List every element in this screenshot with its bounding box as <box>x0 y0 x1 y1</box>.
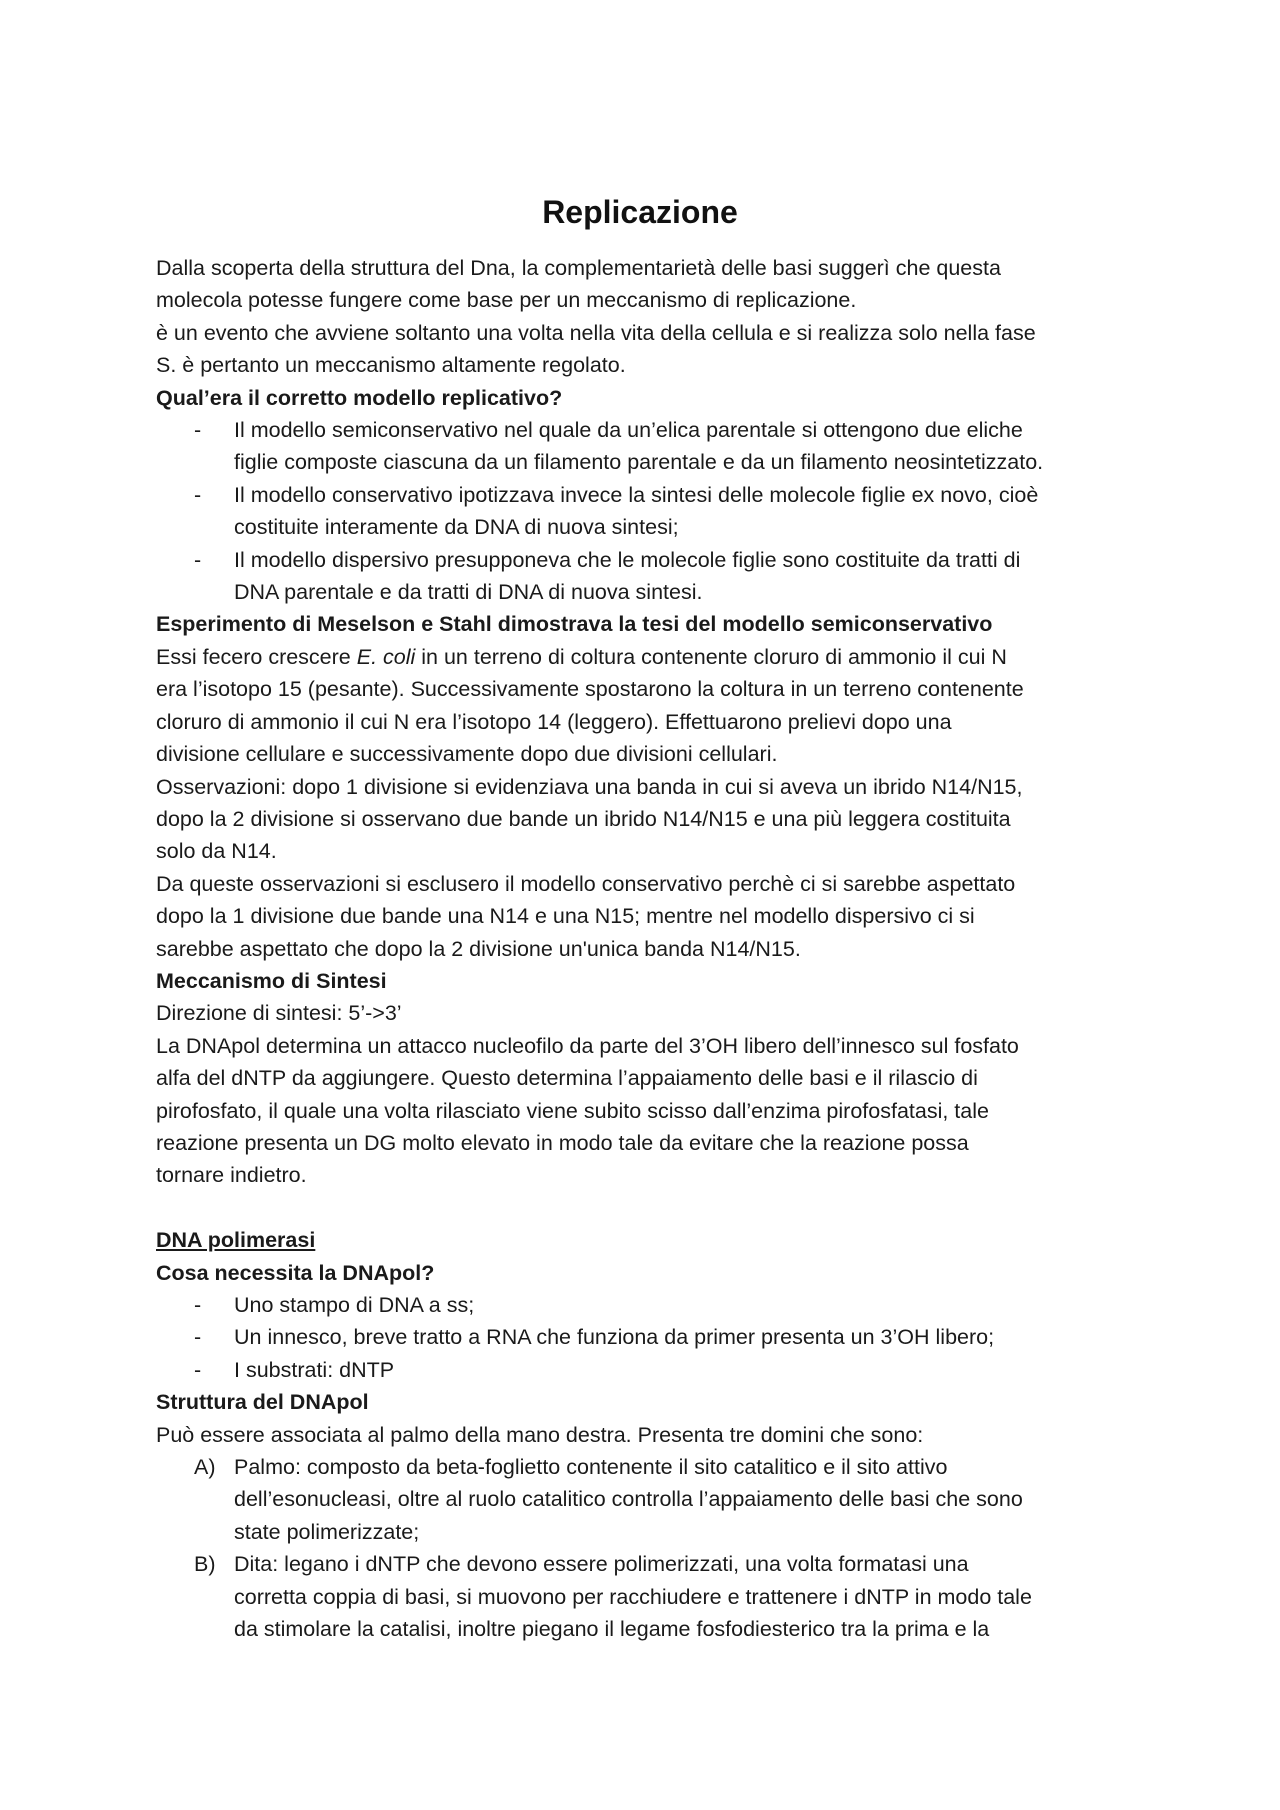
bullet-marker: - <box>194 418 202 443</box>
document-body <box>156 252 1146 1645</box>
list-line: dell’esonucleasi, oltre al ruolo catalitico controlla l’appaiamento delle basi che sono <box>234 1487 1023 1512</box>
list-item <box>156 1289 1146 1321</box>
bullet-marker: - <box>194 1325 202 1350</box>
text-line: dopo la 1 divisione due bande una N14 e una N15; mentre nel modello dispersivo ci si <box>156 904 975 929</box>
bullet-marker: - <box>194 547 202 572</box>
experiment-paragraph <box>156 641 1146 965</box>
text-line: solo da N14. <box>156 839 277 864</box>
model-list <box>156 414 1146 608</box>
synthesis-paragraph <box>156 997 1146 1191</box>
list-item <box>156 1321 1146 1353</box>
subheading-structure: Struttura del DNApol <box>156 1390 369 1415</box>
list-line: Il modello conservativo ipotizzava invece la sintesi delle molecole figlie ex novo, cioè <box>234 482 1039 507</box>
text-line: alfa del dNTP da aggiungere. Questo determina l’appaiamento delle basi e il rilascio di <box>156 1066 978 1091</box>
italic-species-name: E. coli <box>356 644 416 669</box>
list-line: Dita: legano i dNTP che devono essere polimerizzati, una volta formatasi una <box>234 1552 969 1577</box>
text-line: Da queste osservazioni si esclusero il modello conservativo perchè ci si sarebbe aspettato <box>156 871 1016 896</box>
section-heading-polymerase: DNA polimerasi <box>156 1228 316 1253</box>
text-span: Essi fecero crescere <box>156 644 357 669</box>
text-line: Direzione di sintesi: 5’->3’ <box>156 1001 402 1026</box>
section-heading-experiment: Esperimento di Meselson e Stahl dimostrava la tesi del modello semiconservativo <box>156 612 993 637</box>
list-line: Uno stampo di DNA a ss; <box>234 1292 475 1317</box>
text-line: reazione presenta un DG molto elevato in modo tale da evitare che la reazione possa <box>156 1130 969 1155</box>
section-heading-synthesis: Meccanismo di Sintesi <box>156 968 387 993</box>
list-item <box>156 414 1146 479</box>
blank-line <box>156 1192 1146 1224</box>
text-span: in un terreno di coltura contenente cloruro di ammonio il cui N <box>415 644 1007 669</box>
list-line: costituite interamente da DNA di nuova sintesi; <box>234 515 679 540</box>
text-line: pirofosfato, il quale una volta rilasciato viene subito scisso dall’enzima pirofosfatasi, tale <box>156 1098 989 1123</box>
text-line: è un evento che avviene soltanto una volta nella vita della cellula e si realizza solo nella fase <box>156 320 1036 345</box>
text-line: era l’isotopo 15 (pesante). Successivamente spostarono la coltura in un terreno contenente <box>156 677 1024 702</box>
text-line: divisione cellulare e successivamente dopo due divisioni cellulari. <box>156 742 778 767</box>
list-item <box>156 479 1146 544</box>
list-line: da stimolare la catalisi, inoltre piegano il legame fosfodiesterico tra la prima e la <box>234 1617 990 1642</box>
text-line: tornare indietro. <box>156 1163 307 1188</box>
subheading-needs: Cosa necessita la DNApol? <box>156 1260 435 1285</box>
list-line: Il modello semiconservativo nel quale da un’elica parentale si ottengono due eliche <box>234 418 1023 443</box>
letter-marker: A) <box>194 1455 216 1480</box>
list-line: corretta coppia di basi, si muovono per racchiudere e trattenere i dNTP in modo tale <box>234 1584 1032 1609</box>
page-title: Replicazione <box>542 194 738 230</box>
needs-list <box>156 1289 1146 1386</box>
list-line: I substrati: dNTP <box>234 1357 395 1382</box>
list-item <box>156 1451 1146 1548</box>
text-line: dopo la 2 divisione si osservano due bande un ibrido N14/N15 e una più leggera costituita <box>156 806 1011 831</box>
list-line: Un innesco, breve tratto a RNA che funziona da primer presenta un 3’OH libero; <box>234 1325 995 1350</box>
bullet-marker: - <box>194 1292 202 1317</box>
domains-list <box>156 1451 1146 1645</box>
list-item <box>156 544 1146 609</box>
text-line: S. è pertanto un meccanismo altamente regolato. <box>156 353 626 378</box>
structure-intro: Può essere associata al palmo della mano destra. Presenta tre domini che sono: <box>156 1422 924 1447</box>
list-line: DNA parentale e da tratti di DNA di nuova sintesi. <box>234 580 703 605</box>
letter-marker: B) <box>194 1552 216 1577</box>
bullet-marker: - <box>194 482 202 507</box>
list-line: Il modello dispersivo presupponeva che le molecole figlie sono costituite da tratti di <box>234 547 1021 572</box>
list-item <box>156 1354 1146 1386</box>
bullet-marker: - <box>194 1357 202 1382</box>
text-line: molecola potesse fungere come base per un meccanismo di replicazione. <box>156 288 857 313</box>
text-line: La DNApol determina un attacco nucleofilo da parte del 3’OH libero dell’innesco sul fosfato <box>156 1033 1019 1058</box>
text-line: sarebbe aspettato che dopo la 2 divisione un'unica banda N14/N15. <box>156 936 801 961</box>
text-line: Dalla scoperta della struttura del Dna, la complementarietà delle basi suggerì che questa <box>156 256 1001 280</box>
list-line: figlie composte ciascuna da un filamento parentale e da un filamento neosintetizzato. <box>234 450 1044 475</box>
intro-paragraph <box>156 252 1146 382</box>
text-line: cloruro di ammonio il cui N era l’isotopo 14 (leggero). Effettuarono prelievi dopo una <box>156 709 952 734</box>
text-line: Osservazioni: dopo 1 divisione si evidenziava una banda in cui si aveva un ibrido N14/N15, <box>156 774 1023 799</box>
section-heading-model: Qual’era il corretto modello replicativo? <box>156 385 563 410</box>
list-line: state polimerizzate; <box>234 1519 420 1544</box>
list-item <box>156 1548 1146 1645</box>
text-line <box>156 641 1146 673</box>
list-line: Palmo: composto da beta-foglietto contenente il sito catalitico e il sito attivo <box>234 1455 948 1480</box>
